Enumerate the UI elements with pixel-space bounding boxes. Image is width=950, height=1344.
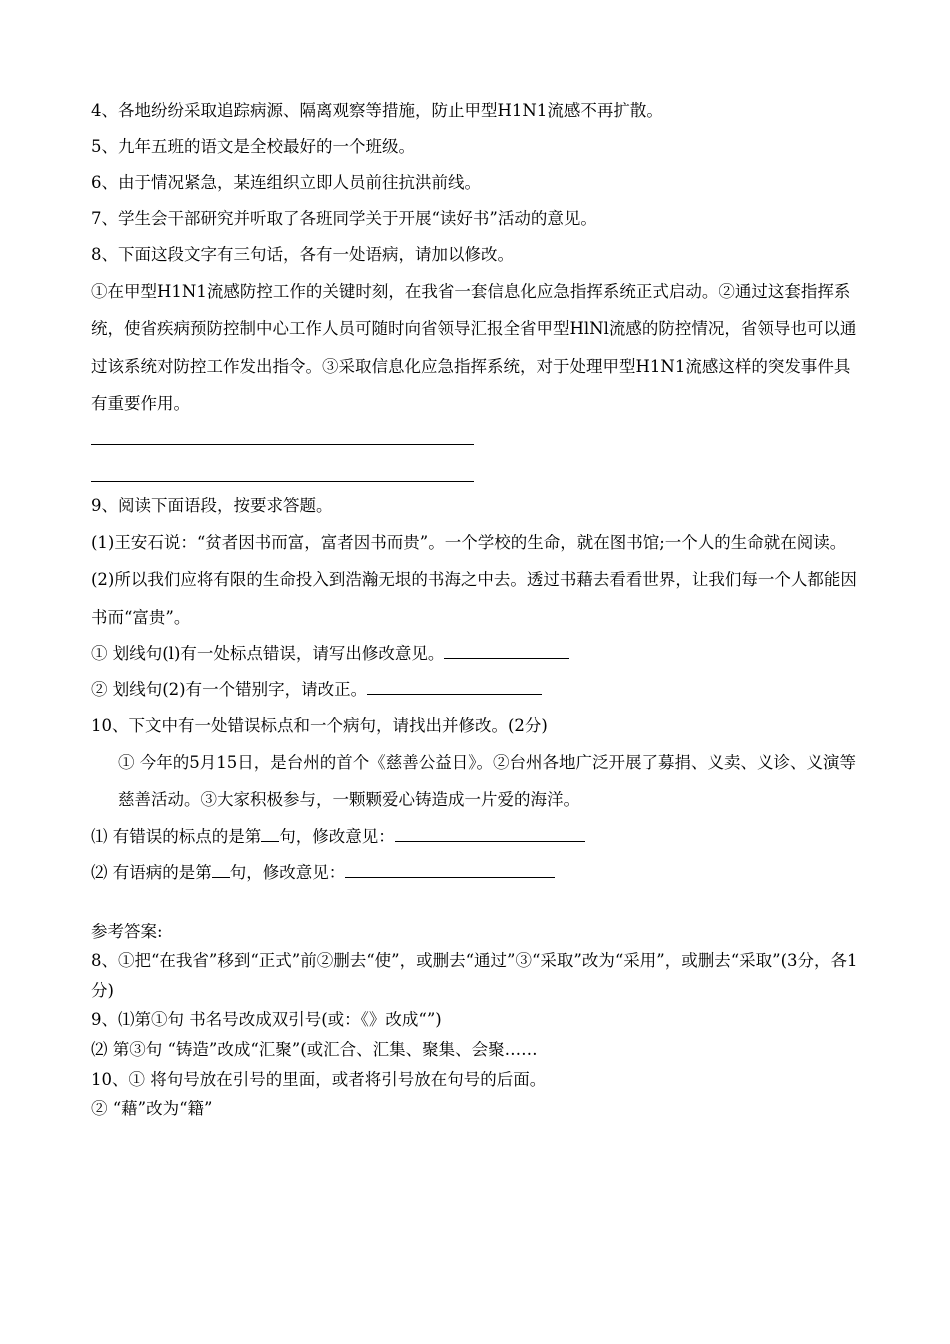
question-10-sub-1-pre: ⑴ 有错误的标点的是第 xyxy=(91,826,262,846)
answer-10-2: ② “藉”改为“籍” xyxy=(91,1099,213,1119)
sentence-number-blank[interactable] xyxy=(261,827,279,842)
sentence-number-blank[interactable] xyxy=(212,863,230,878)
question-10: 10、下文中有一处错误标点和一个病句，请找出并修改。(2分) xyxy=(91,716,548,736)
question-9-sub-2 xyxy=(91,672,866,708)
question-9: 9、阅读下面语段，按要求答题。 xyxy=(91,496,333,516)
answer-blank[interactable] xyxy=(395,827,585,842)
question-10-sub-2 xyxy=(91,855,866,891)
answer-blank[interactable] xyxy=(345,863,555,878)
question-5: 5、九年五班的语文是全校最好的一个班级。 xyxy=(91,137,415,156)
question-7: 7、学生会干部研究并听取了各班同学关于开展“读好书”活动的意见。 xyxy=(91,209,597,228)
question-6: 6、由于情况紧急，某连组织立即人员前往抗洪前线。 xyxy=(91,173,481,192)
question-10-sub-1 xyxy=(91,819,866,855)
question-8-passage: ①在甲型H1N1流感防控工作的关键时刻，在我省一套信息化应急指挥系统正式启动。②通过这套指挥系统，使省疾病预防控制中心工作人员可随时向省领导汇报全省甲型HlNl流感的防控情况，省领导也可以通过该系统对防控工作发出指令。③采取信息化应急指挥系统，对于处理甲型H1N1流感这样的突发事件具有重要作用。 xyxy=(91,282,857,413)
question-10-sub-2-post: 句，修改意见： xyxy=(229,862,346,882)
answer-blank[interactable] xyxy=(367,680,542,695)
question-9-sub-1-text: ① 划线句(l)有一处标点错误，请写出修改意见。 xyxy=(91,644,445,664)
answer-key xyxy=(91,917,866,1124)
question-9-passage: (1)王安石说：“贫者因书而富，富者因书而贵”。一个学校的生命，就在图书馆;一个人的生命就在阅读。(2)所以我们应将有限的生命投入到浩瀚无垠的书海之中去。透过书藉去看看世界，让我们每一个人都能因书而“富贵”。 xyxy=(91,533,857,627)
question-10-passage: ① 今年的5月15日，是台州的首个《慈善公益日》。②台州各地广泛开展了募捐、义卖、义诊、义演等慈善活动。③大家积极参与，一颗颗爱心铸造成一片爱的海洋。 xyxy=(118,753,856,810)
answer-10-1: 10、① 将句号放在引号的里面，或者将引号放在句号的后面。 xyxy=(91,1069,547,1089)
question-10-sub-2-pre: ⑵ 有语病的是第 xyxy=(91,862,212,882)
answer-key-heading: 参考答案: xyxy=(91,921,163,941)
question-9-sub-2-text: ② 划线句(2)有一个错别字，请改正。 xyxy=(91,680,368,700)
question-8: 8、下面这段文字有三句话，各有一处语病，请加以修改。 xyxy=(91,245,514,264)
question-4: 4、各地纷纷采取追踪病源、隔离观察等措施，防止甲型H1N1流感不再扩散。 xyxy=(91,101,663,120)
question-9-sub-1 xyxy=(91,636,866,672)
answer-9-1: 9、⑴第①句 书名号改成双引号(或：《》改成“”) xyxy=(91,1010,442,1030)
worksheet-page xyxy=(91,93,866,1124)
question-10-sub-1-post: 句，修改意见： xyxy=(279,826,395,846)
answer-blank[interactable] xyxy=(444,644,569,659)
answer-8: 8、①把“在我省”移到“正式”前②删去“使”，或删去“通过”③“采取”改为“采用”，或删去“采取”(3分，各1分) xyxy=(91,951,858,1000)
answer-9-2: ⑵ 第③句 “铸造”改成“汇聚”(或汇合、汇集、聚集、会聚…… xyxy=(91,1040,538,1060)
